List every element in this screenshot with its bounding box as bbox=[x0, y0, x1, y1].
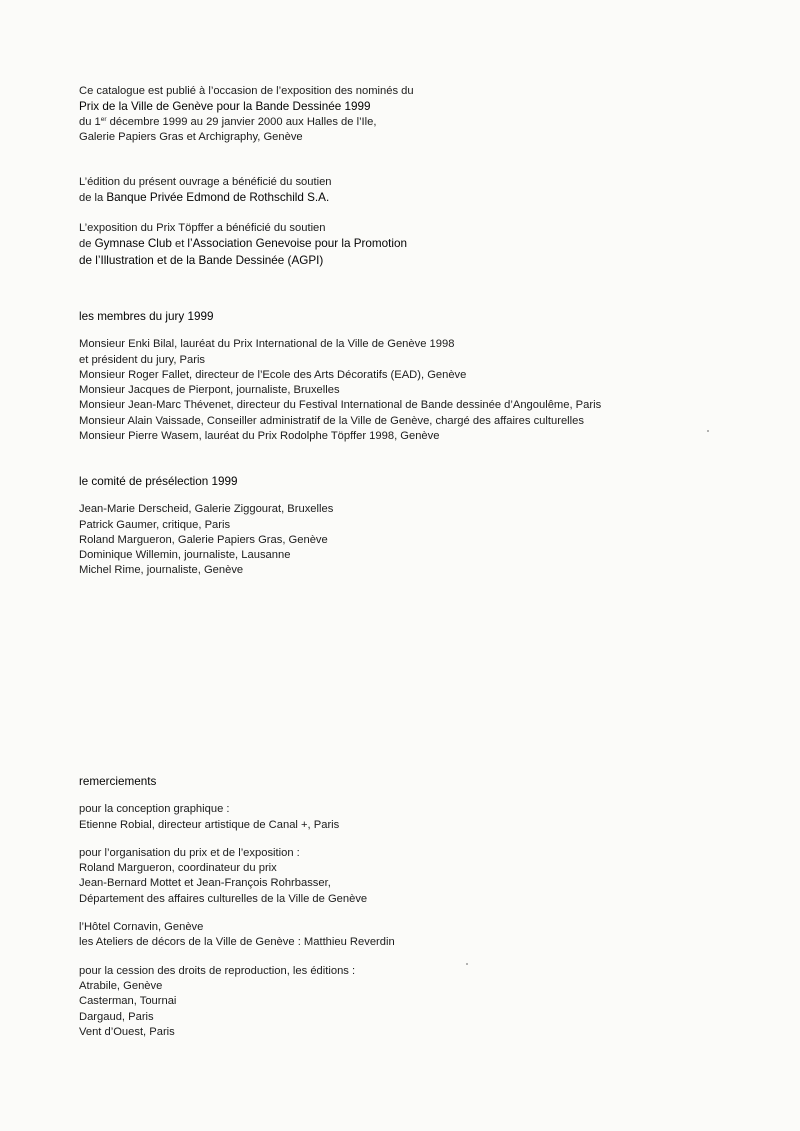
spacer bbox=[79, 833, 759, 846]
intro-dates-rest: décembre 1999 au 29 janvier 2000 aux Halles de l’Ile, bbox=[106, 115, 377, 128]
committee-member-line: Jean-Marie Derscheid, Galerie Ziggourat, Bruxelles bbox=[79, 503, 334, 516]
paper-speck bbox=[466, 963, 468, 965]
spacer bbox=[79, 489, 759, 502]
intro-line: Ce catalogue est publié à l’occasion de l’exposition des nominés du bbox=[79, 85, 414, 97]
committee-member-line: Dominique Willemin, journaliste, Lausanne bbox=[79, 549, 291, 562]
committee-member-line: Michel Rime, journaliste, Genève bbox=[79, 564, 244, 577]
jury-list bbox=[79, 337, 759, 444]
thanks-section bbox=[79, 774, 759, 1040]
sponsor-block-edition bbox=[79, 175, 759, 207]
thanks-line: pour l’organisation du prix et de l’exposition : bbox=[79, 846, 300, 859]
sponsor-names-and: et bbox=[171, 238, 188, 251]
thanks-line: Dargaud, Paris bbox=[79, 1010, 154, 1023]
spacer bbox=[79, 789, 759, 802]
sponsor-bank-name: Banque Privée Edmond de Rothschild S.A. bbox=[106, 191, 330, 205]
jury-member-line: et président du jury, Paris bbox=[79, 353, 206, 366]
spacer bbox=[79, 324, 759, 337]
thanks-heading: remerciements bbox=[79, 775, 157, 788]
prize-title: Prix de la Ville de Genève pour la Bande Dessinée 1999 bbox=[79, 100, 371, 114]
sponsor-block-exhibition bbox=[79, 221, 759, 268]
sponsor-bank-prefix: de la bbox=[79, 192, 107, 205]
intro-dates-superscript: er bbox=[100, 115, 107, 123]
committee-member-line: Patrick Gaumer, critique, Paris bbox=[79, 518, 231, 531]
committee-member-line: Roland Margueron, Galerie Papiers Gras, Genève bbox=[79, 533, 328, 546]
sponsor-names-line bbox=[79, 236, 759, 252]
thanks-line: Roland Margueron, coordinateur du prix bbox=[79, 862, 277, 875]
thanks-line: Vent d’Ouest, Paris bbox=[79, 1025, 175, 1038]
jury-member-line: Monsieur Alain Vaissade, Conseiller administratif de la Ville de Genève, chargé des affaires culturelles bbox=[79, 414, 584, 427]
jury-member-line: Monsieur Jacques de Pierpont, journaliste, Bruxelles bbox=[79, 384, 340, 397]
thanks-line: pour la conception graphique : bbox=[79, 803, 230, 816]
committee-heading: le comité de présélection 1999 bbox=[79, 475, 238, 488]
sponsor-agpi-name: l’Association Genevoise pour la Promotion bbox=[187, 237, 408, 251]
thanks-line: Casterman, Tournai bbox=[79, 995, 177, 1008]
intro-dates-start: du 1 bbox=[79, 115, 101, 128]
intro-venue-line: Galerie Papiers Gras et Archigraphy, Genève bbox=[79, 130, 303, 143]
sponsor-agpi-name-cont: de l’Illustration et de la Bande Dessinée (AGPI) bbox=[79, 253, 324, 267]
sponsor-edition-line: L’édition du présent ouvrage a bénéficié du soutien bbox=[79, 176, 332, 188]
thanks-line: Jean-Bernard Mottet et Jean-François Rohrbasser, bbox=[79, 877, 331, 890]
sponsor-bank-line bbox=[79, 190, 759, 206]
committee-section bbox=[79, 474, 759, 579]
sponsor-exhibition-line: L’exposition du Prix Töpffer a bénéficié du soutien bbox=[79, 222, 326, 234]
jury-heading: les membres du jury 1999 bbox=[79, 310, 214, 323]
committee-list bbox=[79, 502, 759, 578]
thanks-list bbox=[79, 802, 759, 1040]
thanks-line: les Ateliers de décors de la Ville de Genève : Matthieu Reverdin bbox=[79, 936, 395, 949]
intro-dates-line bbox=[79, 115, 759, 130]
sponsor-names-prefix: de bbox=[79, 238, 95, 251]
paper-speck bbox=[707, 430, 709, 432]
spacer bbox=[79, 951, 759, 964]
thanks-line: l’Hôtel Cornavin, Genève bbox=[79, 921, 204, 934]
jury-member-line: Monsieur Pierre Wasem, lauréat du Prix Rodolphe Töpffer 1998, Genève bbox=[79, 430, 440, 443]
jury-member-line: Monsieur Roger Fallet, directeur de l’Ecole des Arts Décoratifs (EAD), Genève bbox=[79, 368, 467, 381]
thanks-line: Etienne Robial, directeur artistique de Canal +, Paris bbox=[79, 818, 340, 831]
spacer bbox=[79, 907, 759, 920]
thanks-line: pour la cession des droits de reproduction, les éditions : bbox=[79, 964, 356, 977]
jury-section bbox=[79, 309, 759, 444]
intro-block bbox=[79, 84, 759, 145]
jury-member-line: Monsieur Enki Bilal, lauréat du Prix International de la Ville de Genève 1998 bbox=[79, 338, 455, 351]
thanks-line: Département des affaires culturelles de la Ville de Genève bbox=[79, 892, 368, 905]
jury-member-line: Monsieur Jean-Marc Thévenet, directeur du Festival International de Bande dessinée d’Angoulême, Paris bbox=[79, 399, 602, 412]
sponsor-gymnase-club: Gymnase Club bbox=[94, 237, 172, 251]
thanks-line: Atrabile, Genève bbox=[79, 979, 163, 992]
